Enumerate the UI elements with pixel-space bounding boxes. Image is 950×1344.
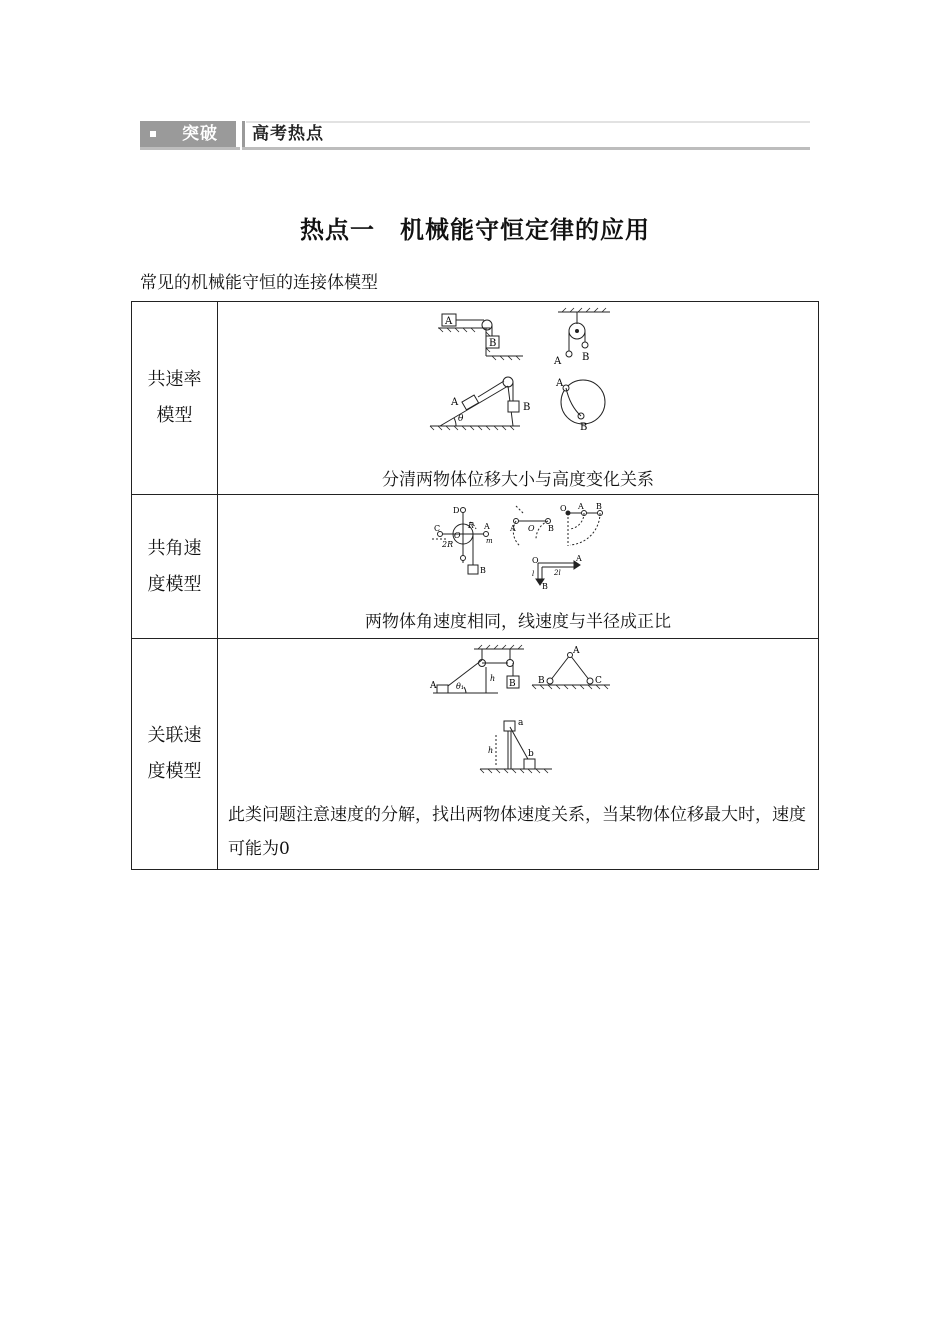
related-speed-figures: [218, 643, 818, 778]
fig-label-l: l: [532, 570, 535, 578]
incline-diagram: [430, 377, 520, 430]
fig-label-o: O: [532, 556, 539, 565]
fig-label-a: A: [554, 356, 562, 367]
fig-label-a: A: [484, 522, 490, 531]
fig-label-c: C: [595, 675, 602, 686]
banner-top-rule: [246, 121, 810, 123]
fig-label-o: O: [528, 524, 535, 533]
fig-label-b: B: [523, 402, 531, 413]
row-label-line: 度模型: [147, 573, 202, 595]
fig-label-a: A: [510, 524, 516, 533]
fig-label-o: O: [560, 504, 567, 513]
fig-label-theta: θ: [458, 414, 464, 424]
fig-label-b: B: [542, 582, 548, 589]
row-label-line: 关联速: [147, 725, 202, 746]
row-label-line: 模型: [156, 405, 193, 426]
intro-text: 常见的机械能守恒的连接体模型: [140, 273, 378, 293]
row-label-line: 度模型: [147, 761, 202, 782]
table-row: [132, 639, 819, 870]
fig-label-r: R: [468, 521, 475, 530]
banner-underline-left: [140, 147, 240, 150]
banner-separator: [242, 121, 245, 147]
fig-label-a: A: [573, 645, 580, 656]
fig-label-d: D: [453, 506, 460, 515]
fig-label-a: A: [578, 502, 584, 511]
fig-label-b: B: [538, 675, 545, 686]
fig-label-h: h: [490, 673, 496, 683]
row-content: [218, 495, 819, 639]
models-table: [131, 301, 819, 870]
row-label: [132, 302, 218, 495]
fig-label-b: B: [582, 352, 590, 363]
row-content: [218, 302, 819, 495]
fig-label-b: B: [580, 422, 588, 433]
fig-label-a: A: [445, 316, 453, 327]
row-label-line: 共角速: [147, 537, 202, 559]
fig-label-m: m: [486, 537, 493, 545]
row-label: [132, 639, 218, 870]
row-caption: 两物体角速度相同，线速度与半径成正比: [365, 612, 671, 632]
fig-label-2r: 2R: [442, 540, 454, 549]
row-caption: 分清两物体位移大小与高度变化关系: [382, 470, 654, 490]
fig-label-theta1: θ₁: [456, 681, 465, 691]
fig-label-b: B: [489, 338, 497, 349]
fig-label-o: O: [454, 531, 461, 540]
table-row: [132, 495, 819, 639]
hanging-pulley-diagram: [558, 308, 610, 357]
banner-title: 高考热点: [252, 124, 324, 144]
fig-label-b: B: [509, 678, 516, 689]
wheel-rod-diagram: [432, 508, 489, 575]
fig-label-b: B: [548, 524, 554, 533]
page-title: 热点一 机械能守恒定律的应用: [300, 216, 650, 244]
banner-tag-text: 突破: [182, 124, 218, 144]
fig-label-a: A: [451, 397, 459, 408]
square-bullet-icon: [150, 131, 156, 137]
section-banner: [140, 121, 810, 153]
swing-rod-diagram-2: [566, 511, 603, 547]
circle-track-diagram: [561, 380, 605, 424]
row-content: [218, 639, 819, 870]
fig-label-b: B: [596, 502, 602, 511]
row-caption: 此类问题注意速度的分解，找出两物体速度关系，当某物体位移最大时，速度可能为0: [228, 804, 806, 859]
fig-label-c: C: [434, 524, 441, 533]
same-angular-speed-figures: [218, 501, 818, 589]
fig-label-b: B: [480, 566, 486, 575]
fig-label-2l: 2l: [554, 569, 561, 577]
banner-tag: [140, 121, 236, 147]
fig-label-a-small: a: [518, 717, 524, 728]
row-label-line: 共速率: [147, 369, 202, 390]
fig-label-a: A: [576, 554, 582, 563]
same-speed-figures: [218, 306, 818, 441]
fig-label-a: A: [556, 378, 564, 389]
table-row: [132, 302, 819, 495]
row-label: [132, 495, 218, 639]
fig-label-a: A: [430, 680, 437, 691]
fig-label-h: h: [488, 745, 494, 755]
banner-underline: [242, 147, 810, 150]
fig-label-b-small: b: [528, 748, 534, 759]
